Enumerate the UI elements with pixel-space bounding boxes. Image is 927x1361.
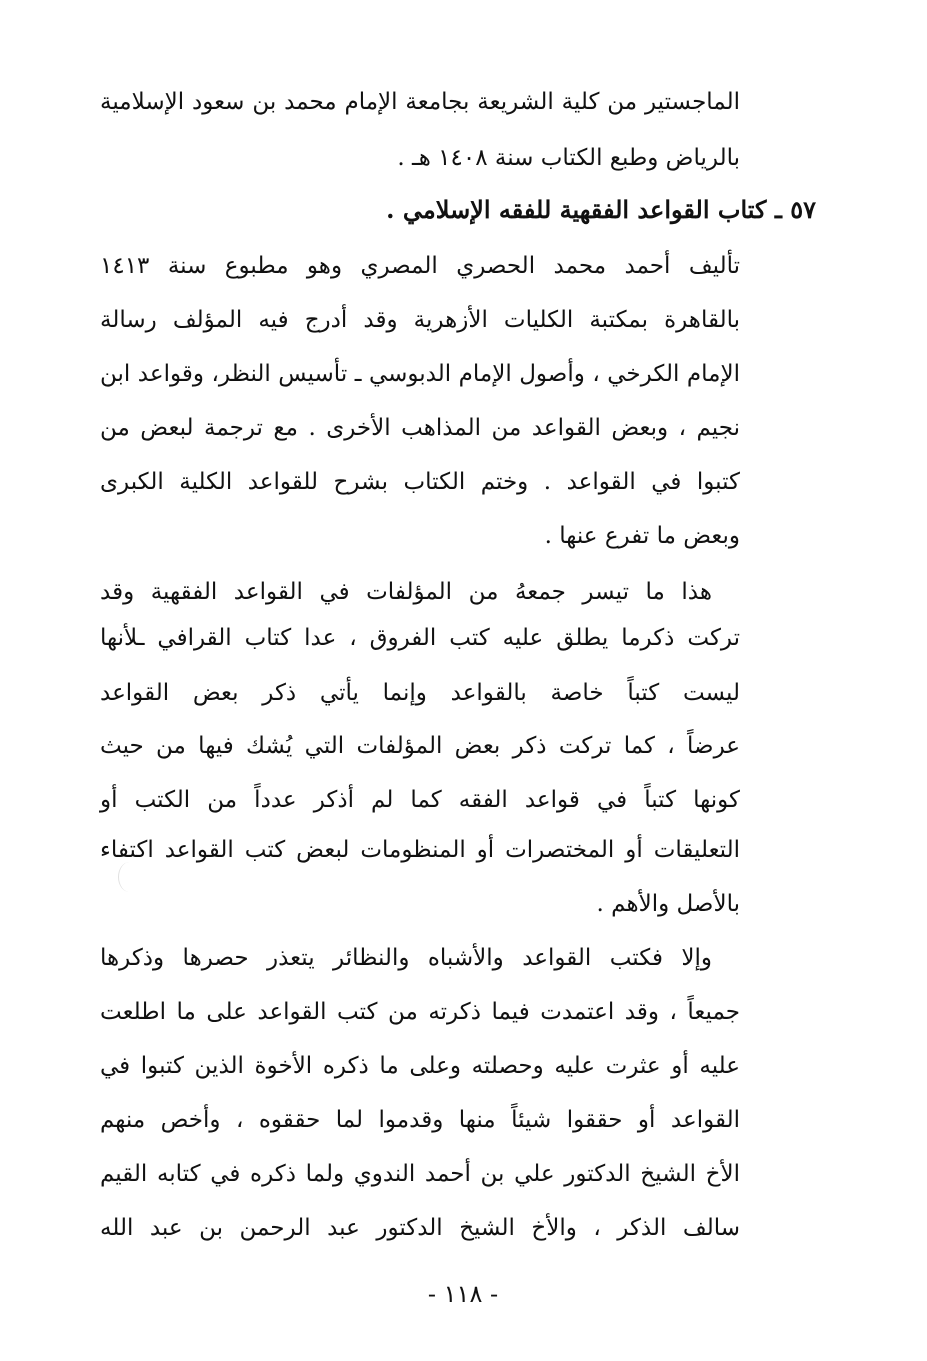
text-line-17: وإلا فكتب القواعد والأشباه والنظائر يتعذر حصرها وذكرها: [100, 945, 712, 971]
text-line-20: القواعد أو حققوا شيئاً منها وقدموا لما حققوه ، وأخص منهم: [100, 1107, 740, 1133]
text-line-13: عرضاً ، كما تركت ذكر بعض المؤلفات التي يُشك فيها من حيث: [100, 733, 740, 759]
text-line-1: الماجستير من كلية الشريعة بجامعة الإمام محمد بن سعود الإسلامية: [100, 89, 741, 115]
text-line-18: جميعاً ، وقد اعتمدت فيما ذكرته من كتب القواعد على ما اطلعت: [100, 999, 740, 1025]
text-line-9: وبعض ما تفرع عنها .: [544, 523, 740, 549]
text-line-16: بالأصل والأهم .: [596, 891, 740, 917]
page-number: - ١١٨ -: [427, 1280, 499, 1308]
text-line-11: تركت ذكرما يطلق عليه كتب الفروق ، عدا كتاب القرافي ـلأنها: [100, 625, 740, 651]
text-line-10: هذا ما تيسر جمعهُ من المؤلفات في القواعد الفقهية وقد: [100, 579, 712, 605]
section-heading-57: ٥٧ ـ كتاب القواعد الفقهية للفقه الإسلامي .: [386, 195, 816, 224]
text-line-12: ليست كتباً خاصة بالقواعد وإنما يأتي ذكر بعض القواعد: [100, 680, 740, 706]
text-line-8: كتبوا في القواعد . وختم الكتاب بشرح للقواعد الكلية الكبرى: [100, 469, 740, 495]
text-line-4: تأليف أحمد محمد الحصري المصري وهو مطبوع سنة ١٤١٣: [100, 253, 740, 279]
text-line-7: نجيم ، وبعض القواعد من المذاهب الأخرى . مع ترجمة لبعض من: [100, 415, 740, 441]
text-line-22: سالف الذكر ، والأخ الشيخ الدكتور عبد الرحمن بن عبد الله: [100, 1215, 740, 1241]
text-line-6: الإمام الكرخي ، وأصول الإمام الدبوسي ـ تأسيس النظر، وقواعد ابن: [100, 361, 740, 387]
margin-scan-mark: [118, 862, 141, 892]
text-line-21: الأخ الشيخ الدكتور علي بن أحمد الندوي ولما ذكره في كتابه القيم: [100, 1161, 741, 1187]
text-line-5: بالقاهرة بمكتبة الكليات الأزهرية وقد أدرج فيه المؤلف رسالة: [100, 307, 740, 333]
text-line-2: بالرياض وطبع الكتاب سنة ١٤٠٨ هـ .: [397, 145, 740, 171]
text-line-19: عليه أو عثرت عليه وحصلته وعلى ما ذكره الأخوة الذين كتبوا في: [100, 1053, 740, 1079]
text-line-15: التعليقات أو المختصرات أو المنظومات لبعض كتب القواعد اكتفاء: [100, 837, 740, 863]
text-line-14: كونها كتباً في قواعد الفقه كما لم أذكر عدداً من الكتب أو: [100, 787, 740, 813]
